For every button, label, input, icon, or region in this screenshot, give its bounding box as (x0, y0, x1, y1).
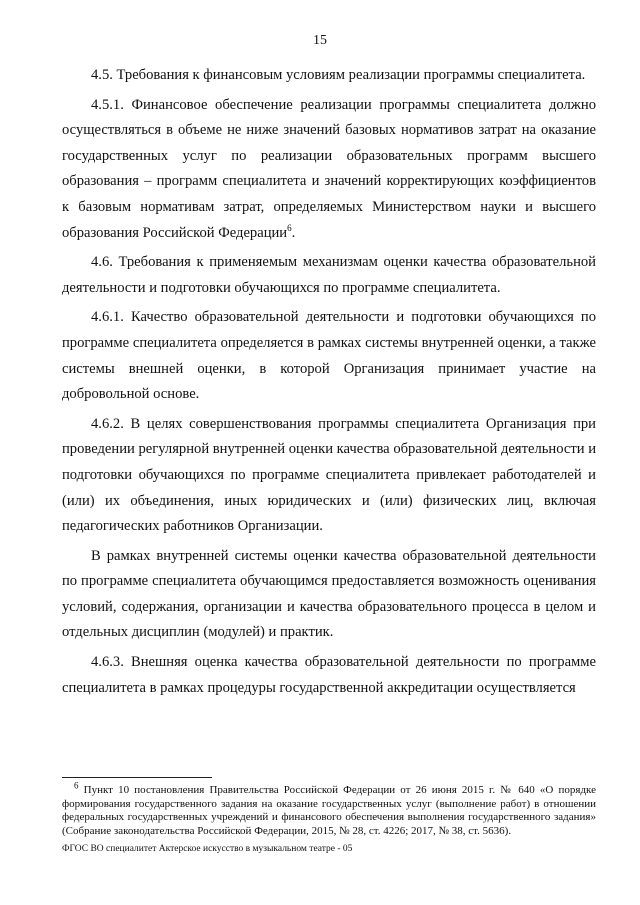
footnote-marker: 6 (74, 780, 79, 791)
footnote (62, 780, 596, 838)
paragraph-4-5-1-end: . (291, 224, 296, 241)
paragraph-4-6-3: 4.6.3. Внешняя оценка качества образовательной деятельности по программе специалитета в рамках процедуры государственной аккредитации осуществляется (62, 654, 596, 696)
paragraph-4-6-1: 4.6.1. Качество образовательной деятельности и подготовки обучающихся по программе специалитета определяется в рамках системы внутренней оценки, а также системы внешней оценки, в которой Организация принимает участие на добровольной основе. (62, 309, 596, 403)
paragraph-4-6-2: 4.6.2. В целях совершенствования программы специалитета Организация при проведении регулярной внутренней оценки качества образовательной деятельности и подготовки обучающихся по программе специалитета привлекает работодателей и (или) их объединения, иных юридических и (или) физических лиц, включая педагогических работников Организации. (62, 415, 596, 535)
paragraph-4-5: 4.5. Требования к финансовым условиям реализации программы специалитета. (91, 67, 586, 83)
document-footer-code: ФГОС ВО специалитет Актерское искусство в музыкальном театре - 05 (62, 844, 353, 854)
paragraph-4-6: 4.6. Требования к применяемым механизмам оценки качества образовательной деятельности и подготовки обучающихся по программе специалитета. (62, 254, 596, 296)
footnote-text: Пункт 10 постановления Правительства Российской Федерации от 26 июня 2015 г. № 640 «О порядке формирования государственного задания на оказание государственных услуг (выполнение работ) в отношении федеральных государственных учреждений и финансового обеспечения выполнения государственного задания» (Собрание законодательства Российской Федерации, 2015, № 28, ст. 4226; 2017, № 38, ст. 5636). (62, 784, 596, 837)
page-number: 15 (313, 33, 327, 48)
paragraph-internal-assessment: В рамках внутренней системы оценки качества образовательной деятельности по программе специалитета обучающимся предоставляется возможность оценивания условий, содержания, организации и качества образовательного процесса в целом и отдельных дисциплин (модулей) и практик. (62, 547, 596, 641)
footnote-reference[interactable]: 6 (287, 222, 292, 233)
paragraph-4-5-1 (62, 93, 596, 247)
paragraph-4-5-1-text: 4.5.1. Финансовое обеспечение реализации программы специалитета должно осуществляться в объеме не ниже значений базовых нормативов затрат на оказание государственных услуг по реализации образовательных программ высшего образования – программ специалитета и значений корректирующих коэффициентов к базовым нормативам затрат, определяемых Министерством науки и высшего образования Российской Федерации (62, 96, 596, 241)
document-body (62, 63, 596, 701)
footnote-separator (62, 777, 212, 778)
